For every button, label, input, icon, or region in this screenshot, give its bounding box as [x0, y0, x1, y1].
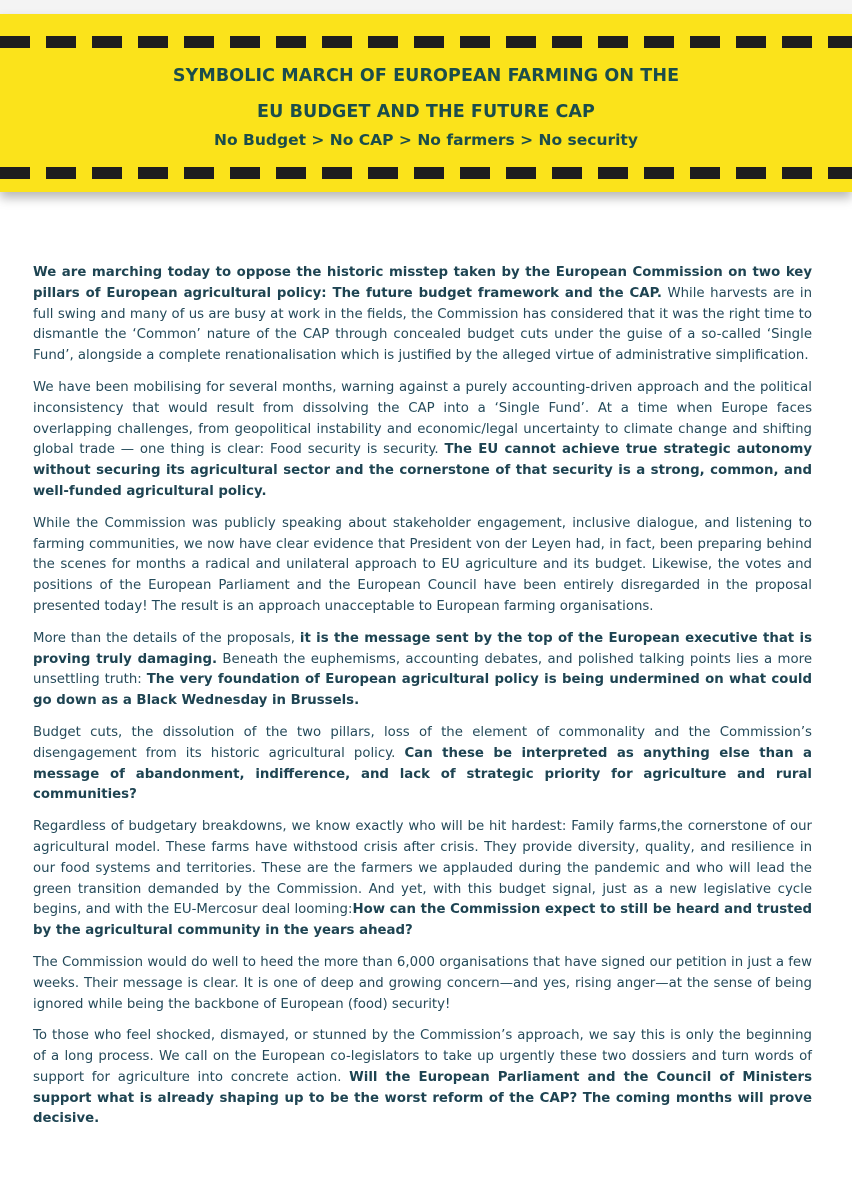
paragraph-4-bold-b: The very foundation of European agricultural policy is being undermined on what could go down as a Black Wednesday in Brussels.: [33, 672, 812, 709]
paragraph-8: [33, 1026, 812, 1130]
caution-tape-top: [0, 36, 852, 48]
paragraph-5: [33, 723, 812, 806]
banner-title-line-2: EU BUDGET AND THE FUTURE CAP: [257, 102, 595, 122]
paragraph-4-text-b: Beneath the euphemisms, accounting debates, and polished talking points lies a more unsettling truth:: [33, 651, 812, 688]
header-banner: [0, 14, 852, 192]
paragraph-3-text: While the Commission was publicly speaking about stakeholder engagement, inclusive dialogue, and listening to farming communities, we now have clear evidence that President von der Leyen had, in fact, been preparing behind the scenes for months a radical and unilateral approach to EU agriculture and its budget. Likewise, the votes and positions of the European Parliament and the European Council have been entirely disregarded in the proposal presented today! The result is an approach unacceptable to European farming organisations.: [33, 515, 812, 614]
paragraph-7: [33, 953, 812, 1015]
paragraph-1-bold: We are marching today to oppose the historic misstep taken by the European Commission on two key pillars of European agricultural policy: The future budget framework and the CAP.: [33, 265, 812, 301]
paragraph-6-text: Regardless of budgetary breakdowns, we know exactly who will be hit hardest: Family farms,the cornerstone of our agricultural model. These farms have withstood crisis after crisis. They provide diversity, quality, and resilience in our food systems and territories. These are the farmers we applauded during the pandemic and who will lead the green transition demanded by the Commission. And yet, with this budget signal, just as a new legislative cycle begins, and with the EU-Mercosur deal looming:: [33, 819, 812, 918]
paragraph-1-text: While harvests are in full swing and many of us are busy at work in the fields, the Commission has considered that it was the right time to dismantle the ‘Common’ nature of the CAP through concealed budget cuts under the guise of a so-called ‘Single Fund’, alongside a complete renationalisation which is justified by the alleged virtue of administrative simplification.: [33, 285, 812, 364]
paragraph-8-bold: Will the European Parliament and the Council of Ministers support what is already shaping up to be the worst reform of the CAP? The coming months will prove decisive.: [33, 1069, 812, 1127]
paragraph-5-bold: Can these be interpreted as anything else than a message of abandonment, indifference, and lack of strategic priority for agriculture and rural communities?: [33, 745, 812, 803]
top-strip: [0, 0, 852, 14]
paragraph-7-text: The Commission would do well to heed the more than 6,000 organisations that have signed our petition in just a few weeks. Their message is clear. It is one of deep and growing concern—and yes, rising anger—at the sense of being ignored while being the backbone of European (food) security!: [33, 954, 812, 1012]
paragraph-4: [33, 629, 812, 712]
paragraph-4-text-a: More than the details of the proposals,: [33, 630, 300, 646]
banner-subtitle: No Budget > No CAP > No farmers > No security: [214, 131, 638, 149]
paragraph-5-text: Budget cuts, the dissolution of the two pillars, loss of the element of commonality and the Commission’s disengagement from its historic agricultural policy.: [33, 724, 812, 761]
paragraph-4-bold-a: it is the message sent by the top of the European executive that is proving truly damaging.: [33, 630, 812, 667]
paragraph-2-bold: The EU cannot achieve true strategic autonomy without securing its agricultural sector and the cornerstone of that security is a strong, common, and well-funded agricultural policy.: [33, 442, 812, 499]
paragraph-8-text: To those who feel shocked, dismayed, or stunned by the Commission’s approach, we say this is only the beginning of a long process. We call on the European co-legislators to take up urgently these two dossiers and turn words of support for agriculture into concrete action.: [33, 1028, 812, 1085]
paragraph-2: [33, 378, 812, 503]
paragraph-2-text: We have been mobilising for several months, warning against a purely accounting-driven approach and the political inconsistency that would result from dissolving the CAP into a ‘Single Fund’. At a time when Europe faces overlapping challenges, from geopolitical instability and economic/legal uncertainty to climate change and shifting global trade — one thing is clear: Food security is security.: [33, 379, 812, 458]
paragraph-3: [33, 514, 812, 618]
paragraph-6: [33, 817, 812, 942]
paragraph-1: [33, 263, 812, 367]
banner-title-line-1: SYMBOLIC MARCH OF EUROPEAN FARMING ON THE: [172, 66, 680, 86]
statement-body: [33, 263, 812, 1141]
caution-tape-bottom: [0, 167, 852, 179]
paragraph-6-bold: How can the Commission expect to still be heard and trusted by the agricultural community in the years ahead?: [33, 902, 812, 939]
